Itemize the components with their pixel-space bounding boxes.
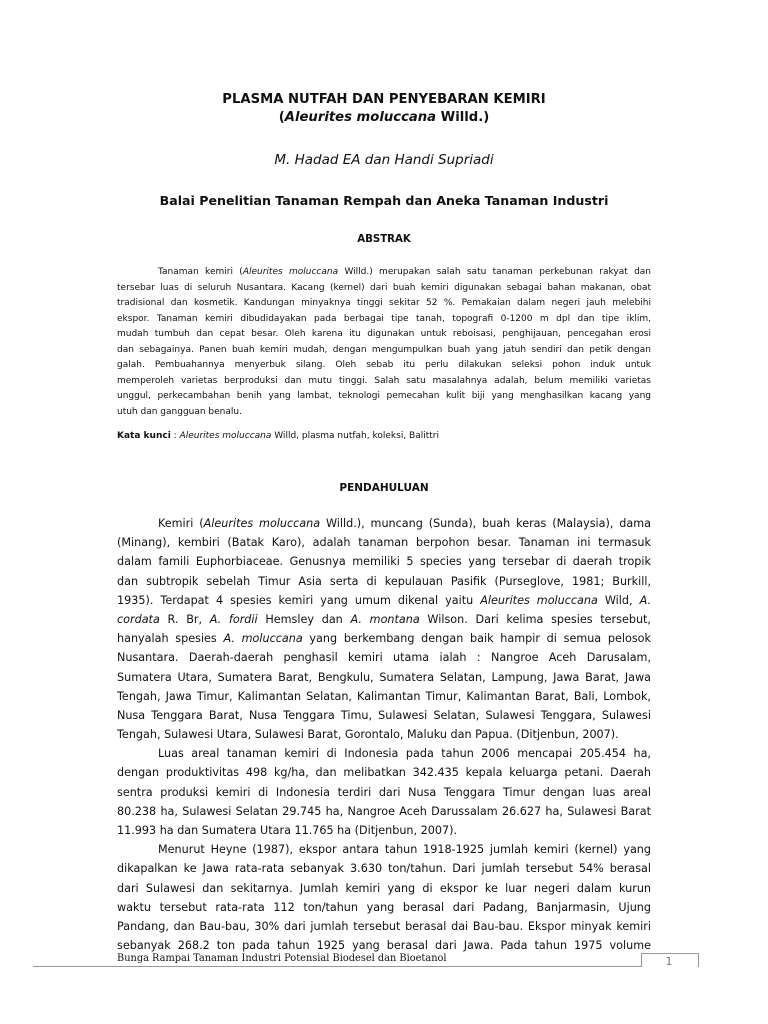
footer-text: Bunga Rampai Tanaman Industri Potensial Biodesel dan Bioetanol — [117, 953, 447, 964]
body-line: sentra produksi kemiri di Indonesia terdiri dari Nusa Tenggara Timur dengan luas areal — [117, 785, 651, 799]
keywords: Kata kunci : Aleurites moluccana Willd, plasma nutfah, koleksi, Balittri — [117, 431, 439, 441]
abstract-line: mudah tumbuh dan cepat besar. Oleh karena itu digunakan untuk reboisasi, penghijauan, pencegahan erosi — [117, 329, 651, 339]
subtitle-close: Willd.) — [436, 110, 490, 125]
keywords-list: Willd, plasma nutfah, koleksi, Balittri — [271, 431, 439, 441]
body-line: Nusa Tenggara Barat, Nusa Tenggara Timu, Sulawesi Selatan, Sulawesi Tenggara, Sulawesi — [117, 708, 651, 722]
body-line: Nusantara. Daerah-daerah penghasil kemiri utama ialah : Nangroe Aceh Darusalam, — [117, 651, 651, 665]
abstract-line: Tanaman kemiri (Aleurites moluccana Willd.) merupakan salah satu tanaman perkebunan rakyat dan — [158, 267, 651, 277]
abstract-line: tradisional dan kosmetik. Kandungan minyaknya tinggi sekitar 52 %. Pemakaian dalam negeri jauh melebihi — [117, 298, 651, 308]
section-heading: PENDAHULUAN — [339, 482, 429, 494]
page-number: 1 — [665, 955, 673, 968]
body-line: Pandang, dan Bau-bau, 30% dari jumlah tersebut berasal dai Bau-bau. Ekspor minyak kemiri — [117, 919, 651, 933]
abstract-heading: ABSTRAK — [357, 234, 411, 245]
body-line: sebanyak 268.2 ton pada tahun 1925 yang berasal dari Jawa. Pada tahun 1975 volume — [117, 939, 651, 953]
footer-divider — [33, 966, 641, 967]
body-line: Luas areal tanaman kemiri di Indonesia pada tahun 2006 mencapai 205.454 ha, — [158, 747, 651, 761]
body-line: hanyalah spesies A. moluccana yang berkembang dengan baik hampir di semua pelosok — [117, 632, 651, 646]
abstract-line: dan sebagainya. Panen buah kemiri mudah, dengan mengumpulkan buah yang jatuh sendiri dan petik dengan — [117, 344, 651, 355]
keywords-species: Aleurites moluccana — [179, 431, 272, 441]
body-line: 11.993 ha dan Sumatera Utara 11.765 ha (Ditjenbun, 2007). — [117, 824, 458, 837]
body-line: (Minang), kembiri (Batak Karo), adalah tanaman berpohon besar. Tanaman ini termasuk — [117, 536, 651, 550]
body-line: 80.238 ha, Sulawesi Selatan 29.745 ha, Nangroe Aceh Darussalam 26.627 ha, Sulawesi Barat — [117, 804, 651, 818]
paper-subtitle — [0, 110, 768, 125]
abstract-line: ekspor. Tanaman kemiri dibudidayakan pada berbagai tipe tanah, topografi 0-1200 m dpl dan tipe iklim, — [117, 313, 651, 324]
body-line: Tengah, Jawa Timur, Kalimantan Selatan, Kalimantan Timur, Kalimantan Barat, Bali, Lombok, — [117, 689, 651, 703]
abstract-line: utuh dan gangguan benalu. — [117, 406, 242, 417]
body-line: dengan produktivitas 498 kg/ha, dan melibatkan 342.435 kepala keluarga petani. Daerah — [117, 766, 651, 780]
abstract-body — [117, 265, 651, 420]
body-line: 1935). Terdapat 4 spesies kemiri yang umum dikenal yaitu Aleurites moluccana Wild, A. — [117, 593, 651, 607]
keywords-label: Kata kunci — [117, 431, 171, 441]
body-text — [117, 514, 651, 955]
body-line: dikapalkan ke Jawa rata-rata sebanyak 3.630 ton/tahun. Dari jumlah tersebut 54% berasal — [117, 862, 651, 876]
body-line: waktu tersebut rata-rata 112 ton/tahun yang berasal dari Padang, Banjarmasin, Ujung — [117, 900, 651, 914]
body-line: dan subtropik sebelah Timur Asia serta di kepulauan Pasifik (Purseglove, 1981; Burkill, — [117, 574, 651, 588]
body-line: dalam famili Euphorbiaceae. Genusnya memiliki 5 species yang tersebar di daerah tropik — [117, 555, 651, 569]
abstract-line: galah. Pembuahannya menyerbuk silang. Oleh sebab itu perlu dilakukan seleksi pohon induk untuk — [117, 360, 651, 370]
body-line: dari Sulawesi dan sekitarnya. Jumlah kemiri yang di ekspor ke luar negeri dalam kurun — [117, 881, 651, 895]
body-line: Menurut Heyne (1987), ekspor antara tahun 1918-1925 jumlah kemiri (kernel) yang — [158, 843, 651, 857]
subtitle-open: ( — [278, 110, 285, 125]
institution: Balai Penelitian Tanaman Rempah dan Aneka Tanaman Industri — [159, 193, 609, 208]
body-line: Sumatera Utara, Sumatera Barat, Bengkulu, Sumatera Selatan, Lampung, Jawa Barat, Jawa — [117, 670, 651, 684]
authors: M. Hadad EA dan Handi Supriadi — [274, 152, 494, 168]
abstract-line: memperoleh varietas berproduksi dan mutu tinggi. Salah satu masalahnya adalah, belum memiliki varietas — [117, 375, 651, 386]
paper-title: PLASMA NUTFAH DAN PENYEBARAN KEMIRI — [222, 92, 546, 107]
subtitle-species: Aleurites moluccana — [284, 110, 437, 125]
abstract-line: unggul, perkecambahan benih yang lambat, teknologi pemecahan kulit biji yang menghasilkan kacang yang — [117, 391, 651, 401]
body-line: Tengah, Sulawesi Utara, Sulawesi Barat, Gorontalo, Maluku dan Papua. (Ditjenbun, 2007). — [117, 728, 619, 742]
body-line: Kemiri (Aleurites moluccana Willd.), muncang (Sunda), buah keras (Malaysia), dama — [158, 517, 651, 530]
abstract-line: tersebar luas di seluruh Nusantara. Kacang (kernel) dari buah kemiri digunakan sebagai bahan makanan, obat — [117, 282, 651, 293]
body-line: cordata R. Br, A. fordii Hemsley dan A. montana Wilson. Dari kelima spesies tersebut, — [117, 612, 651, 626]
